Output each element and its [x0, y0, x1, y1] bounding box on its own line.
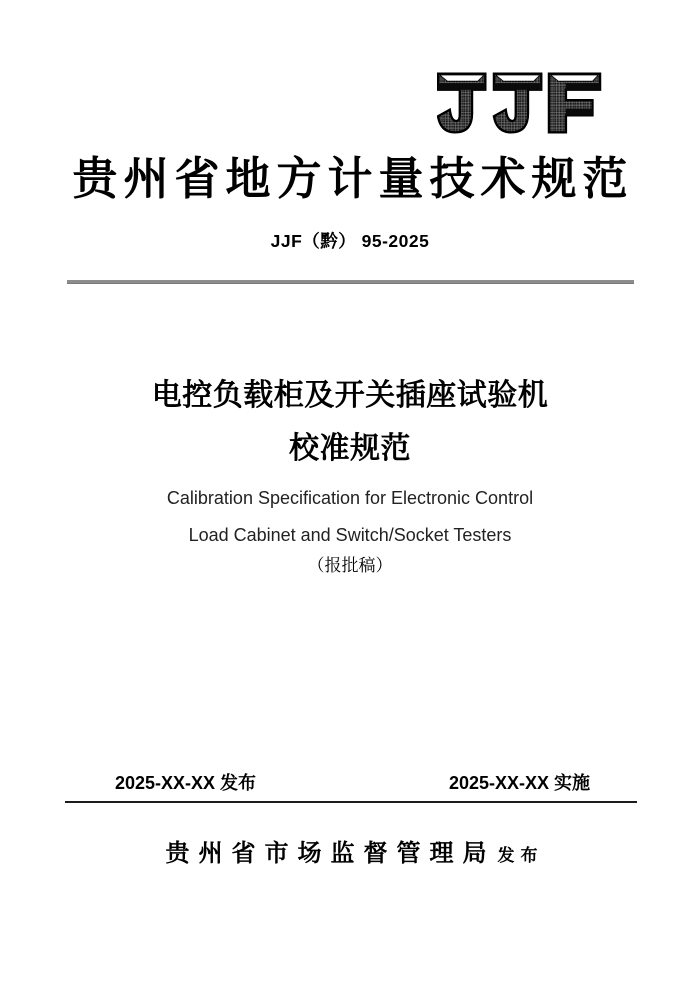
logo-letter-j2: [494, 74, 541, 133]
title-cn-line1: 电控负载柜及开关插座试验机: [151, 379, 549, 412]
logo-letter-f: [549, 74, 600, 133]
bottom-divider: [65, 801, 637, 803]
doc-number: JJF（黔） 95-2025: [270, 231, 430, 251]
implement-date: 2025-XX-XX 实施: [448, 773, 590, 793]
title-cn-line2: 校准规范: [289, 432, 411, 465]
publisher-suffix: 发布: [497, 846, 544, 865]
title-en-line2: Load Cabinet and Switch/Socket Testers: [188, 525, 512, 545]
jjf-logo-graphic: [437, 70, 602, 136]
issue-date: 2025-XX-XX 发布: [115, 773, 257, 793]
jjf-logo: [437, 70, 602, 136]
masthead-title: 贵州省地方计量技术规范: [72, 154, 634, 204]
top-divider: [67, 280, 634, 284]
publisher-name: 贵州省市场监督管理局: [165, 841, 496, 867]
logo-letter-j1: [438, 74, 485, 133]
title-en-line1: Calibration Specification for Electronic Control: [166, 488, 534, 508]
draft-note: （报批稿）: [307, 556, 393, 575]
publisher-row: [0, 838, 700, 872]
dates-row: [0, 771, 700, 795]
